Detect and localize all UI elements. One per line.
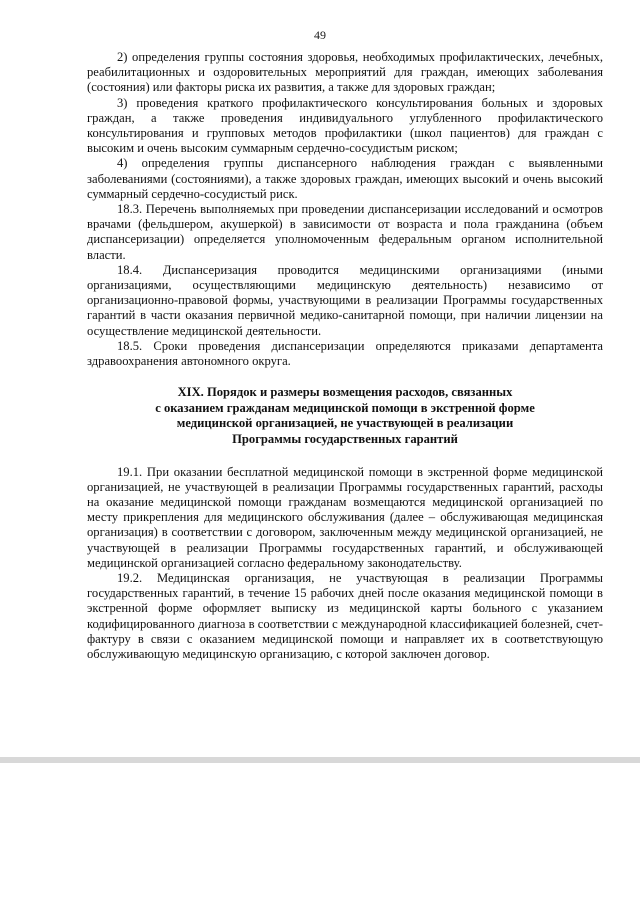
paragraph-18-3: 18.3. Перечень выполняемых при проведении диспансеризации исследований и осмотров врачами (фельдшером, акушеркой) в зависимости от возраста и пола гражданина (объем диспансеризации) определяется уполномоченным федеральным органом исполнительной власти. [87,202,603,262]
section-heading-line-3: медицинской организацией, не участвующей в реализации [176,416,514,431]
paragraph-18-5: 18.5. Сроки проведения диспансеризации определяются приказами департамента здравоохранения автономного округа. [87,338,603,369]
paragraph-item-4: 4) определения группы диспансерного наблюдения граждан с выявленными заболеваниями (состояниями), а также здоровых граждан, имеющих высокий и очень высокий суммарный сердечно-сосудистый риск. [87,156,603,201]
paragraph-19-1: 19.1. При оказании бесплатной медицинской помощи в экстренной форме медицинской организацией, не участвующей в реализации Программы государственных гарантий, расходы на оказание медицинской помощи гражданам возмещаются медицинской организацией по месту прикрепления для медицинского обслуживания (далее – обслуживающая медицинская организация) в соответствии с договором, заключенным между медицинской организацией, не участвующей в реализации Программы государственных гарантий, и обслуживающей медицинской организацией согласно федеральному законодательству. [87,464,603,570]
paragraph-item-3: 3) проведения краткого профилактического консультирования больных и здоровых граждан, а также проведения индивидуального углубленного профилактического консультирования и групповых методов профилактики (школ пациентов) для граждан с высоким и очень высоким суммарным сердечно-сосудистым риском; [87,95,603,156]
document-body [87,50,603,662]
paragraph-item-2: 2) определения группы состояния здоровья, необходимых профилактических, лечебных, реабилитационных и оздоровительных мероприятий для граждан, имеющих заболевания (состояния) или факторы риска их развития, а также для здоровых граждан; [87,50,603,95]
paragraph-19-2: 19.2. Медицинская организация, не участвующая в реализации Программы государственных гарантий, в течение 15 рабочих дней после оказания медицинской помощи в экстренной форме оформляет выписку из медицинской карты больного с указанием кодифицированного диагноза в соответствии с международной классификацией болезней, счет-фактуру в связи с оказанием медицинской помощи и направляет их в соответствующую обслуживающую медицинскую организацию, с которой заключен договор. [87,571,603,662]
section-heading [87,385,603,447]
paragraph-18-4: 18.4. Диспансеризация проводится медицинскими организациями (иными организациями, осуществляющими медицинскую деятельность) независимо от организационно-правовой формы, участвующими в реализации Программы государственных гарантий в части оказания первичной медико-санитарной помощи, при наличии лицензии на осуществление медицинской деятельности. [87,262,603,338]
section-heading-line-4: Программы государственных гарантий [232,432,458,447]
page-number: 49 [314,28,326,42]
section-heading-line-2: с оказанием гражданам медицинской помощи в экстренной форме [155,400,535,415]
section-heading-line-1: XIX. Порядок и размеры возмещения расходов, связанных [177,385,513,400]
blank-background [0,763,640,905]
